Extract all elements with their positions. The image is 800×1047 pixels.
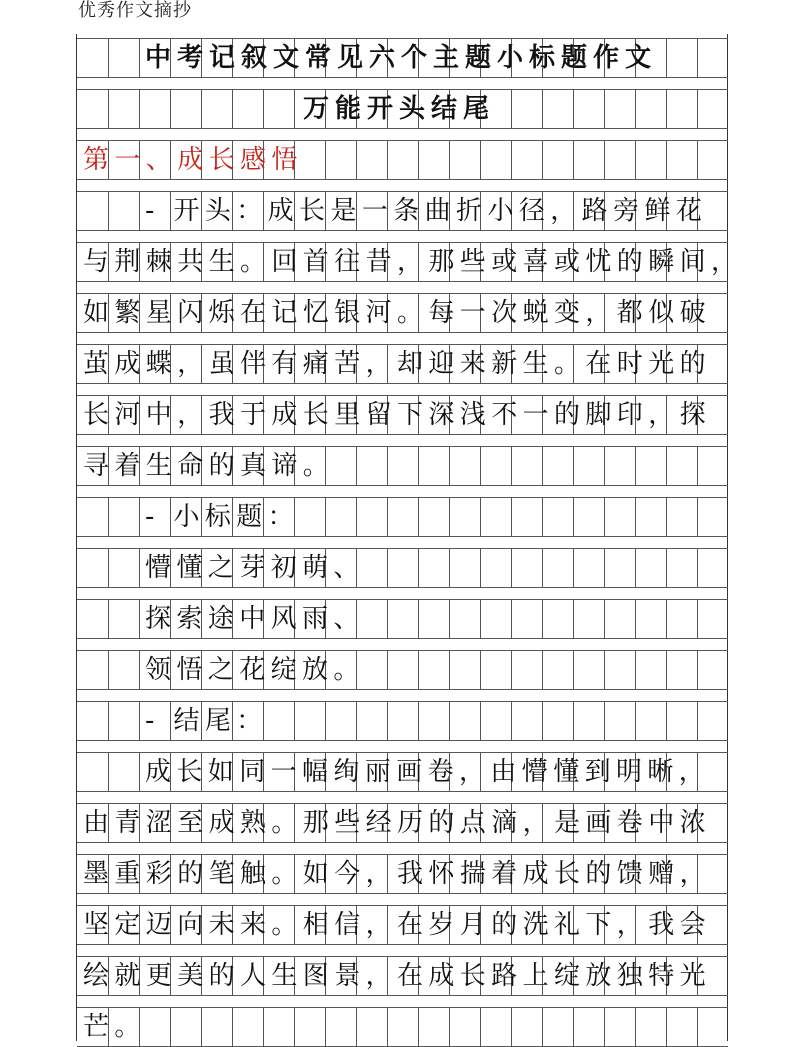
- grid-cell: [666, 1007, 697, 1047]
- essay-title: 中考记叙文常见六个主题小标题作文: [145, 43, 658, 73]
- grid-row: [77, 89, 727, 129]
- grid-cell: [635, 140, 666, 180]
- grid-cell: [387, 548, 418, 588]
- text-line: 绘就更美的人生图景，在成长路上绽放独特光: [83, 961, 712, 991]
- grid-cell: [387, 701, 418, 741]
- grid-cell: [449, 1007, 480, 1047]
- grid-cell: [573, 89, 604, 129]
- grid-cell: [418, 650, 449, 690]
- grid-cell: [449, 548, 480, 588]
- grid-cell: [449, 599, 480, 639]
- grid-cell: [666, 548, 697, 588]
- grid-cell: [635, 89, 666, 129]
- grid-cell: [418, 497, 449, 537]
- grid-cell: [666, 38, 697, 78]
- grid-cell: [418, 701, 449, 741]
- grid-cell: [480, 599, 511, 639]
- grid-cell: [573, 650, 604, 690]
- text-line: 懵懂之芽初萌、: [145, 553, 365, 583]
- text-line: 茧成蝶，虽伴有痛苦，却迎来新生。在时光的: [83, 349, 712, 379]
- grid-cell: [511, 497, 542, 537]
- grid-cell: [77, 599, 108, 639]
- grid-cell: [356, 1007, 387, 1047]
- grid-cell: [418, 599, 449, 639]
- text-line: 由青涩至成熟。那些经历的点滴，是画卷中浓: [83, 808, 712, 838]
- grid-cell: [666, 497, 697, 537]
- grid-row: [77, 905, 727, 945]
- grid-cell: [511, 548, 542, 588]
- grid-cell: [449, 497, 480, 537]
- text-line: 领悟之花绽放。: [145, 655, 365, 685]
- grid-cell: [635, 650, 666, 690]
- grid-row: [77, 446, 727, 486]
- grid-cell: [604, 497, 635, 537]
- grid-cell: [108, 38, 139, 78]
- grid-cell: [170, 89, 201, 129]
- text-line: 成长如同一幅绚丽画卷，由懵懂到明晰，: [145, 757, 711, 787]
- grid-row: [77, 956, 727, 996]
- text-line: - 结尾：: [145, 706, 268, 736]
- grid-row: [77, 701, 727, 741]
- grid-cell: [697, 89, 728, 129]
- grid-cell: [635, 1007, 666, 1047]
- grid-cell: [449, 650, 480, 690]
- grid-cell: [604, 446, 635, 486]
- grid-cell: [77, 752, 108, 792]
- grid-cell: [666, 89, 697, 129]
- grid-row: [77, 293, 727, 333]
- grid-cell: [604, 1007, 635, 1047]
- grid-cell: [480, 497, 511, 537]
- grid-cell: [325, 701, 356, 741]
- grid-cell: [108, 752, 139, 792]
- grid-cell: [232, 1007, 263, 1047]
- grid-cell: [697, 446, 728, 486]
- grid-cell: [232, 89, 263, 129]
- grid-row: [77, 344, 727, 384]
- grid-row: [77, 599, 727, 639]
- text-line: 如繁星闪烁在记忆银河。每一次蜕变，都似破: [83, 298, 712, 328]
- grid-cell: [573, 140, 604, 180]
- grid-cell: [511, 140, 542, 180]
- grid-cell: [418, 446, 449, 486]
- grid-cell: [666, 599, 697, 639]
- essay-subtitle: 万能开头结尾: [303, 94, 496, 124]
- grid-cell: [387, 497, 418, 537]
- grid-cell: [697, 1007, 728, 1047]
- grid-cell: [263, 89, 294, 129]
- grid-cell: [356, 497, 387, 537]
- grid-cell: [666, 140, 697, 180]
- grid-cell: [480, 701, 511, 741]
- grid-cell: [542, 89, 573, 129]
- grid-cell: [666, 650, 697, 690]
- grid-cell: [604, 650, 635, 690]
- grid-cell: [387, 446, 418, 486]
- grid-cell: [573, 497, 604, 537]
- grid-row: [77, 548, 727, 588]
- grid-cell: [356, 701, 387, 741]
- grid-cell: [139, 89, 170, 129]
- text-line: 与荆棘共生。回首往昔，那些或喜或忧的瞬间，: [83, 247, 743, 277]
- text-line: 长河中，我于成长里留下深浅不一的脚印，探: [83, 400, 712, 430]
- grid-cell: [77, 701, 108, 741]
- grid-cell: [387, 599, 418, 639]
- grid-row: [77, 497, 727, 537]
- grid-row: [77, 752, 727, 792]
- grid-cell: [77, 497, 108, 537]
- grid-cell: [542, 140, 573, 180]
- grid-cell: [480, 650, 511, 690]
- grid-cell: [294, 701, 325, 741]
- text-line: - 开头：成长是一条曲折小径，路旁鲜花: [145, 196, 708, 226]
- grid-cell: [201, 89, 232, 129]
- grid-cell: [697, 548, 728, 588]
- grid-cell: [418, 140, 449, 180]
- grid-cell: [666, 701, 697, 741]
- grid-cell: [542, 548, 573, 588]
- grid-cell: [697, 599, 728, 639]
- section-title: 第一、成长感悟: [83, 145, 303, 175]
- grid-cell: [542, 446, 573, 486]
- grid-cell: [573, 446, 604, 486]
- grid-cell: [77, 89, 108, 129]
- grid-row: [77, 803, 727, 843]
- grid-cell: [108, 599, 139, 639]
- grid-cell: [387, 650, 418, 690]
- grid-cell: [542, 1007, 573, 1047]
- grid-cell: [387, 1007, 418, 1047]
- grid-cell: [604, 140, 635, 180]
- grid-cell: [542, 701, 573, 741]
- grid-cell: [542, 599, 573, 639]
- grid-cell: [635, 599, 666, 639]
- grid-row: [77, 242, 743, 282]
- grid-cell: [108, 89, 139, 129]
- grid-cell: [418, 548, 449, 588]
- text-line: 墨重彩的笔触。如今，我怀揣着成长的馈赠，: [83, 859, 712, 889]
- manuscript-sheet: [76, 34, 743, 1042]
- grid-cell: [480, 140, 511, 180]
- grid-cell: [511, 89, 542, 129]
- grid-cell: [77, 191, 108, 231]
- grid-cell: [573, 701, 604, 741]
- grid-cell: [666, 446, 697, 486]
- grid-cell: [542, 650, 573, 690]
- grid-cell: [511, 1007, 542, 1047]
- grid-row: [77, 191, 727, 231]
- grid-cell: [387, 140, 418, 180]
- grid-cell: [635, 701, 666, 741]
- grid-cell: [108, 548, 139, 588]
- grid-cell: [604, 89, 635, 129]
- grid-cell: [511, 650, 542, 690]
- grid-cell: [573, 548, 604, 588]
- grid-cell: [356, 446, 387, 486]
- grid-row: [77, 38, 727, 78]
- grid-row: [77, 140, 727, 180]
- grid-row: [77, 1007, 727, 1047]
- grid-cell: [108, 650, 139, 690]
- grid-cell: [325, 1007, 356, 1047]
- grid-cell: [511, 599, 542, 639]
- grid-cell: [201, 1007, 232, 1047]
- grid-cell: [635, 548, 666, 588]
- grid-cell: [170, 1007, 201, 1047]
- grid-cell: [604, 548, 635, 588]
- grid-cell: [108, 191, 139, 231]
- grid-cell: [604, 701, 635, 741]
- grid-row: [77, 650, 727, 690]
- grid-cell: [77, 650, 108, 690]
- grid-cell: [511, 701, 542, 741]
- grid-cell: [480, 548, 511, 588]
- grid-cell: [511, 446, 542, 486]
- text-line: 坚定迈向未来。相信，在岁月的洗礼下，我会: [83, 910, 712, 940]
- text-line: 芒。: [83, 1012, 146, 1042]
- grid-cell: [108, 701, 139, 741]
- grid-row: [77, 854, 727, 894]
- grid-cell: [263, 1007, 294, 1047]
- grid-cell: [356, 140, 387, 180]
- grid-cell: [294, 1007, 325, 1047]
- grid-cell: [697, 497, 728, 537]
- grid-cell: [697, 140, 728, 180]
- header-label: 优秀作文摘抄: [78, 0, 192, 21]
- grid-cell: [449, 446, 480, 486]
- grid-cell: [573, 1007, 604, 1047]
- grid-cell: [573, 599, 604, 639]
- text-line: - 小标题：: [145, 502, 300, 532]
- grid-cell: [449, 701, 480, 741]
- grid-cell: [635, 497, 666, 537]
- grid-cell: [77, 548, 108, 588]
- grid-row: [77, 395, 727, 435]
- grid-cell: [325, 497, 356, 537]
- grid-cell: [697, 650, 728, 690]
- grid-cell: [697, 38, 728, 78]
- grid-cell: [418, 1007, 449, 1047]
- grid-cell: [480, 1007, 511, 1047]
- grid-cell: [449, 140, 480, 180]
- grid-cell: [697, 701, 728, 741]
- grid-cell: [542, 497, 573, 537]
- grid-cell: [108, 497, 139, 537]
- grid-cell: [77, 38, 108, 78]
- grid-cell: [604, 599, 635, 639]
- grid-cell: [325, 140, 356, 180]
- grid-cell: [480, 446, 511, 486]
- text-line: 探索途中风雨、: [145, 604, 365, 634]
- text-line: 寻着生命的真谛。: [83, 451, 335, 481]
- grid-cell: [635, 446, 666, 486]
